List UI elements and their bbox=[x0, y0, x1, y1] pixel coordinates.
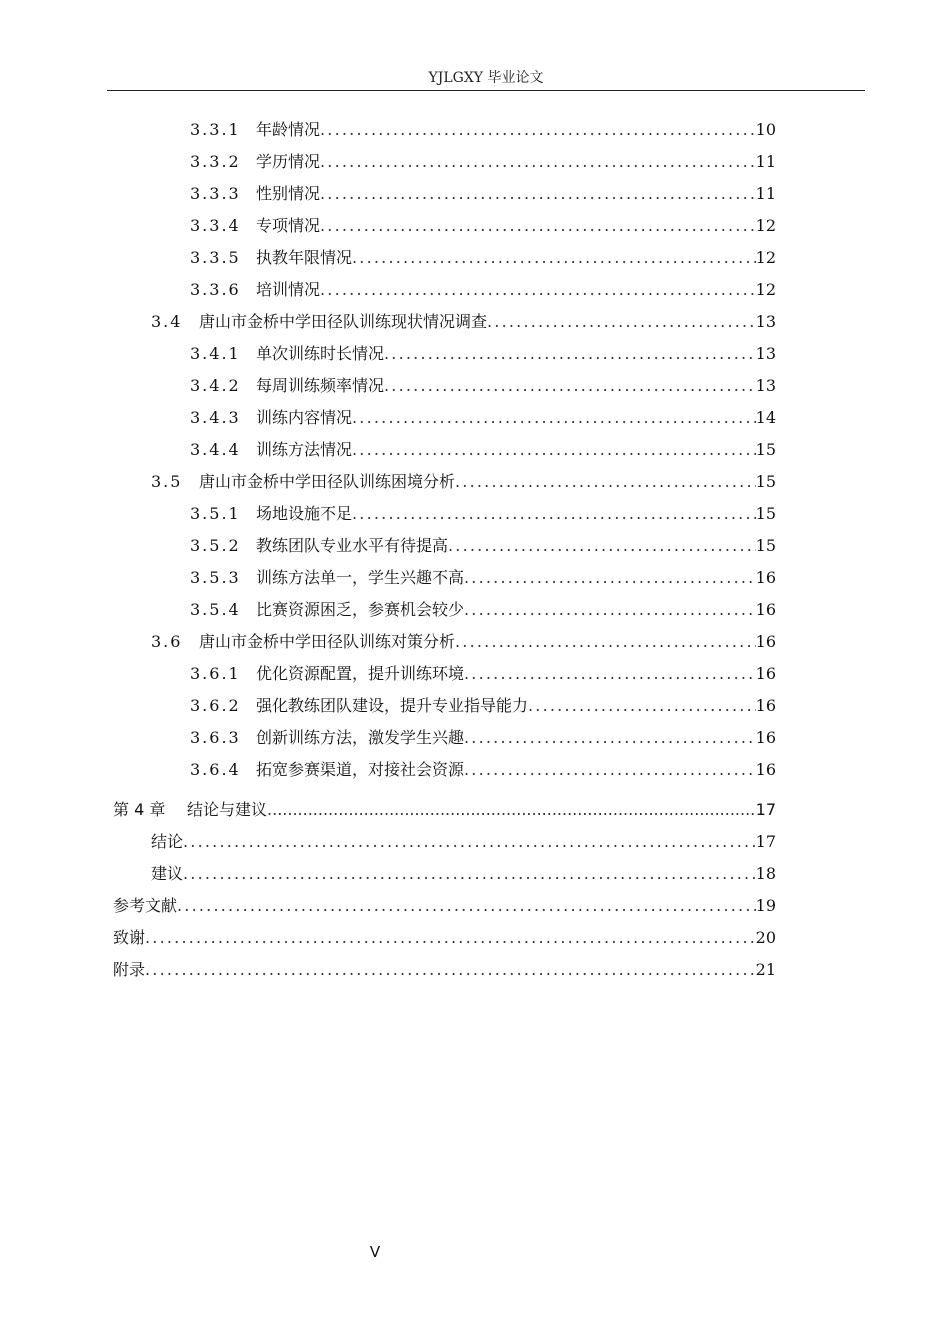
toc-leader-dots bbox=[464, 598, 756, 622]
toc-entry-number: 3.4.3 bbox=[190, 408, 241, 427]
toc-entry-page: 11 bbox=[755, 152, 776, 171]
toc-entry-number: 3.6.1 bbox=[190, 664, 241, 683]
toc-entry-title: 比赛资源困乏，参赛机会较少 bbox=[256, 600, 465, 619]
toc-entry-title: 年龄情况 bbox=[256, 120, 321, 139]
toc-entry-conclusion[interactable] bbox=[151, 830, 776, 854]
toc-entry-title: 唐山市金桥中学田径队训练困境分析 bbox=[199, 472, 456, 491]
toc-entry-3-6-4[interactable] bbox=[190, 758, 776, 782]
toc-entry-references[interactable] bbox=[113, 894, 776, 918]
toc-entry-page: 17 bbox=[755, 832, 776, 851]
toc-entry-page: 13 bbox=[755, 344, 776, 363]
toc-entry-title: 附录 bbox=[113, 960, 146, 979]
toc-leader-dots bbox=[487, 310, 756, 334]
toc-entry-3-5-1[interactable] bbox=[190, 502, 776, 526]
toc-leader-dots bbox=[320, 278, 756, 302]
toc-leader-dots bbox=[384, 374, 756, 398]
toc-entry-title: 创新训练方法，激发学生兴趣 bbox=[256, 728, 465, 747]
toc-entry-page: 16 bbox=[755, 632, 776, 651]
toc-entry-number: 3.6.3 bbox=[190, 728, 241, 747]
toc-leader-dots bbox=[464, 758, 756, 782]
toc-entry-number: 3.6.4 bbox=[190, 760, 241, 779]
toc-leader-dots bbox=[455, 630, 756, 654]
toc-entry-title: 单次训练时长情况 bbox=[256, 344, 385, 363]
toc-entry-page: 16 bbox=[755, 600, 776, 619]
toc-entry-page: 19 bbox=[755, 896, 776, 915]
toc-entry-number: 3.6 bbox=[151, 632, 183, 651]
toc-entry-page: 20 bbox=[755, 928, 776, 947]
toc-entry-title: 教练团队专业水平有待提高 bbox=[256, 536, 449, 555]
page-number: V bbox=[369, 1243, 381, 1261]
toc-entry-title: 性别情况 bbox=[256, 184, 321, 203]
toc-leader-dots bbox=[352, 438, 756, 462]
toc-entry-number: 3.3.3 bbox=[190, 184, 241, 203]
toc-entry-page: 16 bbox=[755, 760, 776, 779]
toc-entry-number: 3.5.1 bbox=[190, 504, 241, 523]
toc-entry-3-6-1[interactable] bbox=[190, 662, 776, 686]
toc-leader-dots bbox=[464, 566, 756, 590]
toc-entry-3-5-4[interactable] bbox=[190, 598, 776, 622]
toc-entry-title: 场地设施不足 bbox=[256, 504, 353, 523]
toc-leader-dots bbox=[464, 662, 756, 686]
toc-entry-title: 培训情况 bbox=[256, 280, 321, 299]
toc-leader-dots bbox=[464, 726, 756, 750]
toc-entry-number: 3.5.3 bbox=[190, 568, 241, 587]
toc-entry-title: 结论 bbox=[151, 832, 184, 851]
toc-entry-page: 12 bbox=[755, 216, 776, 235]
toc-entry-3-3-1[interactable] bbox=[190, 118, 776, 142]
toc-entry-3-3-6[interactable] bbox=[190, 278, 776, 302]
page-footer bbox=[0, 1243, 750, 1261]
toc-leader-dots bbox=[145, 958, 756, 982]
toc-entry-suggestions[interactable] bbox=[151, 862, 776, 886]
toc-entry-number: 3.3.2 bbox=[190, 152, 241, 171]
toc-entry-page: 11 bbox=[755, 184, 776, 203]
toc-entry-page: 10 bbox=[755, 120, 776, 139]
toc-entry-number: 3.3.5 bbox=[190, 248, 241, 267]
toc-entry-title: 优化资源配置，提升训练环境 bbox=[256, 664, 465, 683]
toc-entry-title: 训练方法情况 bbox=[256, 440, 353, 459]
toc-entry-page: 13 bbox=[755, 376, 776, 395]
toc-entry-page: 15 bbox=[755, 440, 776, 459]
toc-entry-title: 专项情况 bbox=[256, 216, 321, 235]
toc-entry-3-4[interactable] bbox=[151, 310, 776, 334]
toc-entry-3-4-2[interactable] bbox=[190, 374, 776, 398]
toc-leader-dots bbox=[145, 926, 756, 950]
toc-leader-dots bbox=[183, 862, 756, 886]
toc-entry-3-3-4[interactable] bbox=[190, 214, 776, 238]
toc-entry-page: 14 bbox=[755, 408, 776, 427]
toc-entry-number: 3.4 bbox=[151, 312, 183, 331]
toc-entry-3-3-5[interactable] bbox=[190, 246, 776, 270]
toc-entry-title: 参考文献 bbox=[113, 896, 178, 915]
toc-entry-3-5-2[interactable] bbox=[190, 534, 776, 558]
toc-entry-page: 16 bbox=[755, 664, 776, 683]
toc-entry-3-4-1[interactable] bbox=[190, 342, 776, 366]
toc-entry-title: 结论与建议 bbox=[187, 800, 268, 819]
header-title: YJLGXY 毕业论文 bbox=[428, 70, 544, 86]
toc-entry-appendix[interactable] bbox=[113, 958, 776, 982]
toc-leader-dots bbox=[320, 118, 756, 142]
toc-entry-title: 训练方法单一，学生兴趣不高 bbox=[256, 568, 465, 587]
toc-entry-page: 16 bbox=[755, 728, 776, 747]
toc-leader-dots bbox=[320, 150, 756, 174]
toc-entry-3-5[interactable] bbox=[151, 470, 776, 494]
toc-leader-dots bbox=[352, 502, 756, 526]
toc-entry-number: 3.3.4 bbox=[190, 216, 241, 235]
toc-entry-number: 3.3.6 bbox=[190, 280, 241, 299]
toc-leader-dots bbox=[455, 470, 756, 494]
toc-entry-page: 17 bbox=[755, 800, 776, 819]
toc-entry-chapter-4[interactable] bbox=[113, 798, 776, 822]
toc-entry-title: 学历情况 bbox=[256, 152, 321, 171]
toc-entry-number: 3.4.2 bbox=[190, 376, 241, 395]
toc-entry-title: 建议 bbox=[151, 864, 184, 883]
toc-entry-page: 16 bbox=[755, 568, 776, 587]
toc-leader-dots bbox=[267, 798, 756, 822]
toc-entry-title: 唐山市金桥中学田径队训练现状情况调查 bbox=[199, 312, 488, 331]
toc-leader-dots bbox=[352, 406, 756, 430]
toc-leader-dots bbox=[320, 182, 756, 206]
toc-leader-dots bbox=[183, 830, 756, 854]
toc-entry-page: 18 bbox=[755, 864, 776, 883]
toc-entry-number: 3.4.1 bbox=[190, 344, 241, 363]
toc-entry-3-3-3[interactable] bbox=[190, 182, 776, 206]
toc-entry-number: 第 4 章 bbox=[113, 800, 166, 819]
toc-entry-page: 13 bbox=[755, 312, 776, 331]
toc-entry-page: 15 bbox=[755, 472, 776, 491]
toc-leader-dots bbox=[384, 342, 756, 366]
toc-entry-title: 训练内容情况 bbox=[256, 408, 353, 427]
toc-leader-dots bbox=[528, 694, 756, 718]
toc-entry-3-6[interactable] bbox=[151, 630, 776, 654]
toc-entry-acknowledgements[interactable] bbox=[113, 926, 776, 950]
toc-entry-number: 3.5.4 bbox=[190, 600, 241, 619]
toc-entry-3-5-3[interactable] bbox=[190, 566, 776, 590]
toc-entry-title: 唐山市金桥中学田径队训练对策分析 bbox=[199, 632, 456, 651]
toc-entry-number: 3.4.4 bbox=[190, 440, 241, 459]
toc-entry-number: 3.5.2 bbox=[190, 536, 241, 555]
toc-leader-dots bbox=[448, 534, 756, 558]
toc-entry-page: 15 bbox=[755, 504, 776, 523]
toc-entry-number: 3.5 bbox=[151, 472, 183, 491]
toc-leader-dots bbox=[177, 894, 756, 918]
toc-entry-page: 16 bbox=[755, 696, 776, 715]
toc-leader-dots bbox=[320, 214, 756, 238]
toc-entry-number: 3.3.1 bbox=[190, 120, 241, 139]
toc-entry-3-3-2[interactable] bbox=[190, 150, 776, 174]
toc-entry-title: 强化教练团队建设，提升专业指导能力 bbox=[256, 696, 529, 715]
toc-entry-title: 拓宽参赛渠道，对接社会资源 bbox=[256, 760, 465, 779]
toc-leader-dots bbox=[352, 246, 756, 270]
toc-entry-3-4-4[interactable] bbox=[190, 438, 776, 462]
toc-entry-page: 12 bbox=[755, 248, 776, 267]
toc-entry-number: 3.6.2 bbox=[190, 696, 241, 715]
toc-entry-page: 12 bbox=[755, 280, 776, 299]
toc-entry-3-6-3[interactable] bbox=[190, 726, 776, 750]
toc-entry-title: 致谢 bbox=[113, 928, 146, 947]
toc-entry-page: 15 bbox=[755, 536, 776, 555]
toc-entry-title: 每周训练频率情况 bbox=[256, 376, 385, 395]
toc-entry-page: 21 bbox=[755, 960, 776, 979]
toc-entry-3-4-3[interactable] bbox=[190, 406, 776, 430]
toc-entry-3-6-2[interactable] bbox=[190, 694, 776, 718]
page-header bbox=[107, 68, 865, 91]
toc-entry-title: 执教年限情况 bbox=[256, 248, 353, 267]
